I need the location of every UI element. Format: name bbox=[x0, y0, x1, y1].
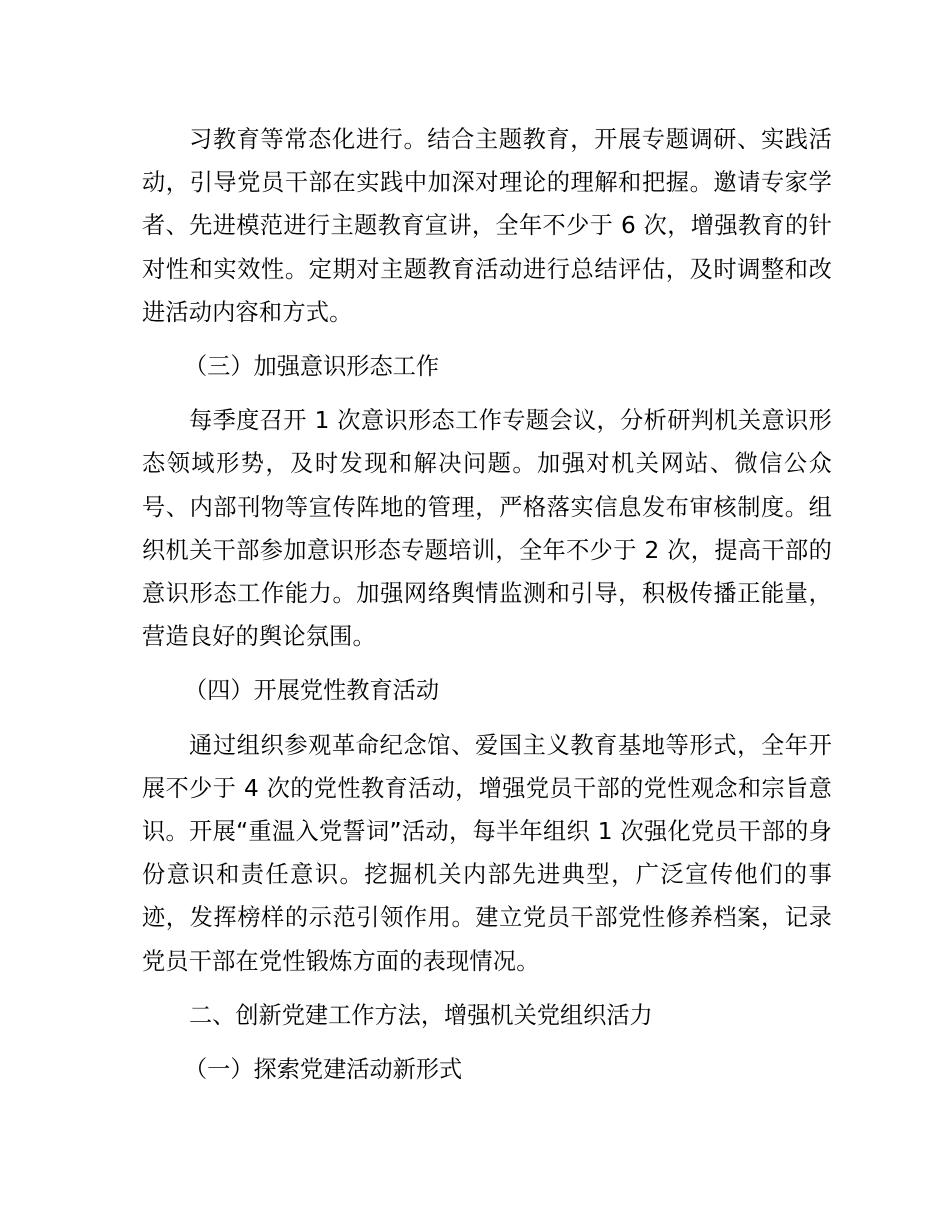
heading-ideology-work: （三）加强意识形态工作 bbox=[184, 353, 440, 381]
paragraph-party-spirit-education: 通过组织参观革命纪念馆、爱国主义教育基地等形式，全年开展不少于 4 次的党性教育活动，增强党员干部的党性观念和宗旨意识。开展“重温入党誓词”活动，每半年组织 1 次强化党员干部的身份意识和责任意识。挖掘机关内部先进典型，广泛宣传他们的事迹，发挥榜样的示范引领作用。建立党员干部党性修养档案，记录党员干部在党性锻炼方面的表现情况。 bbox=[142, 731, 832, 975]
paragraph-ideology-work: 每季度召开 1 次意识形态工作专题会议，分析研判机关意识形态领域形势，及时发现和解决问题。加强对机关网站、微信公众号、内部刊物等宣传阵地的管理，严格落实信息发布审核制度。组织机关干部参加意识形态专题培训，全年不少于 2 次，提高干部的意识形态工作能力。加强网络舆情监测和引导，积极传播正能量，营造良好的舆论氛围。 bbox=[142, 407, 832, 651]
document-page bbox=[142, 118, 832, 1091]
heading-section-two: 二、创新党建工作方法，增强机关党组织活力 bbox=[189, 1001, 653, 1029]
paragraph-theme-education: 习教育等常态化进行。结合主题教育，开展专题调研、实践活动，引导党员干部在实践中加深对理论的理解和把握。邀请专家学者、先进模范进行主题教育宣讲，全年不少于 6 次，增强教育的针对性和实效性。定期对主题教育活动进行总结评估，及时调整和改进活动内容和方式。 bbox=[142, 126, 832, 326]
heading-party-spirit-education: （四）开展党性教育活动 bbox=[184, 677, 440, 705]
heading-new-activity-forms: （一）探索党建活动新形式 bbox=[184, 1056, 463, 1084]
